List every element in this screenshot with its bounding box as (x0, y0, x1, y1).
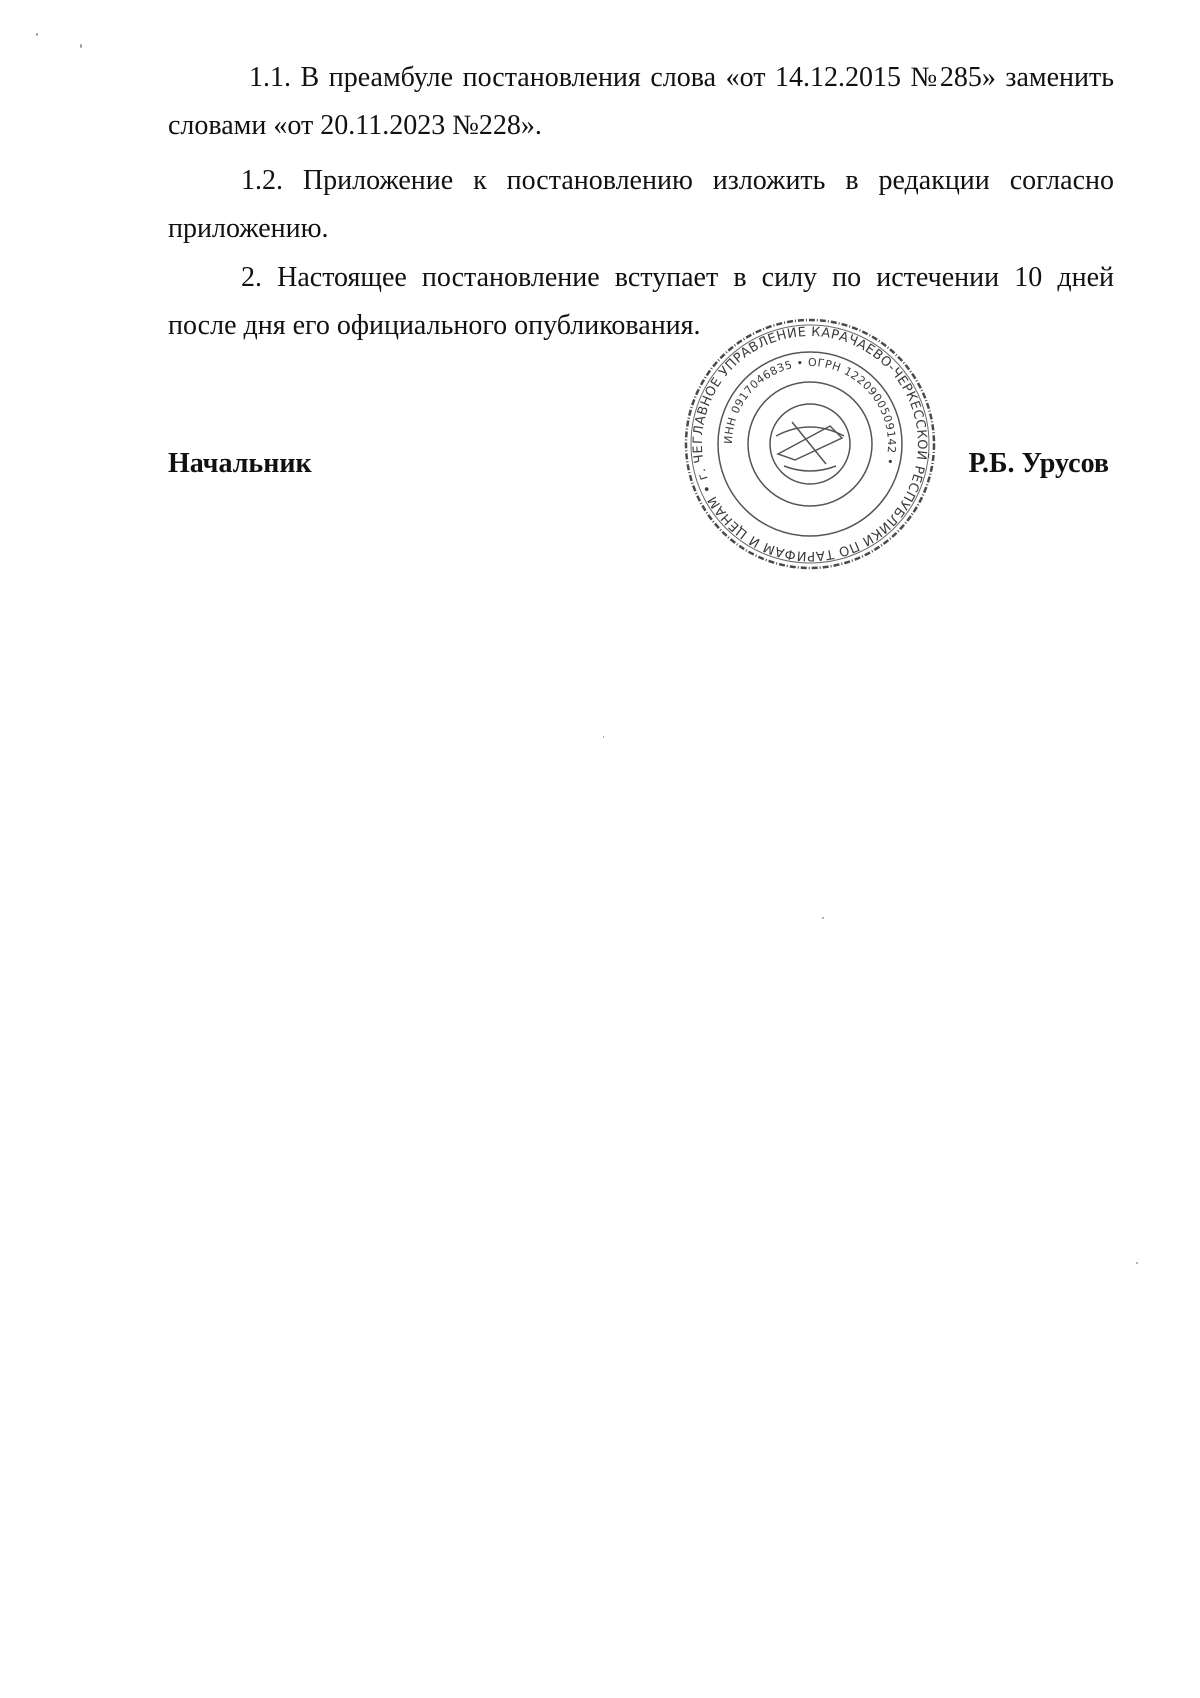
paragraph-2: 2. Настоящее постановление вступает в силу по истечении 10 дней после дня его официального опубликования. (168, 262, 1114, 341)
scan-speck (822, 917, 824, 919)
scan-speck (603, 736, 604, 738)
scan-speck (1136, 1262, 1138, 1264)
scan-speck (36, 33, 38, 36)
seal-outer-textpath: ГЛАВНОЕ УПРАВЛЕНИЕ КАРАЧАЕВО-ЧЕРКЕССКОЙ РЕСПУБЛИКИ ПО ТАРИФАМ И ЦЕНАМ • г. ЧЕ (690, 324, 930, 564)
scan-speck (80, 44, 82, 48)
paragraph-1-2: 1.2. Приложение к постановлению изложить в редакции согласно приложению. (168, 165, 1114, 244)
seal-graphic (680, 314, 940, 574)
signature-block (168, 448, 1114, 488)
official-seal (680, 314, 940, 574)
signatory-name: Р.Б. Урусов (968, 448, 1109, 479)
seal-inner-textpath: ИНН 0917046835 • ОГРН 1220900509142 • (721, 355, 899, 467)
paragraph-1-1: 1.1. В преамбуле постановления слова «от 14.12.2015 №285» заменить словами «от 20.11.2023 №228». (168, 62, 1114, 141)
signatory-position: Начальник (168, 448, 312, 479)
